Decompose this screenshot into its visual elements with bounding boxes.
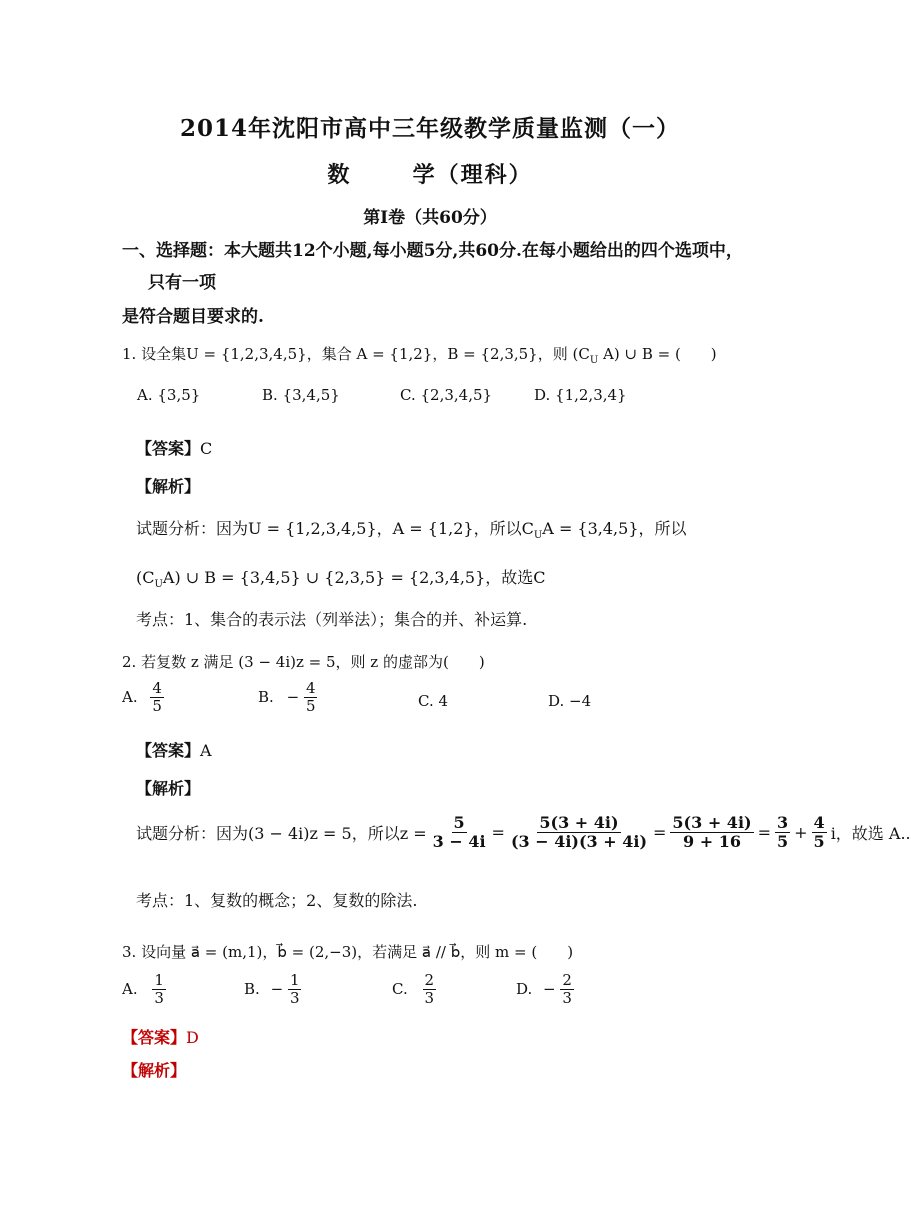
- q1-option-b: B. {3,4,5}: [262, 386, 340, 404]
- q1-analysis-line2: $(C_UA)$ ∪ B = {3,4,5} ∪ {2,3,5} = {2,3,4,5}，故选C: [136, 568, 546, 591]
- q1-analysis-label: 【解析】: [136, 477, 201, 496]
- q2-option-a: A. $\frac{4}{5}$: [122, 679, 162, 716]
- q1-option-d: D. {1,2,3,4}: [534, 386, 627, 404]
- q3-analysis-label: 【解析】: [122, 1061, 187, 1080]
- instructions-line3: 是符合题目要求的.: [122, 307, 264, 327]
- q3-option-a: A. $\frac{1}{3}$: [122, 971, 164, 1008]
- subject-char: 数: [327, 162, 352, 188]
- q2-analysis-label: 【解析】: [136, 779, 201, 798]
- q3-answer: 【答案】D: [122, 1028, 199, 1047]
- q2-option-c: C. 4: [418, 692, 449, 710]
- q2-option-b: B. − $\frac{4}{5}$: [258, 679, 316, 716]
- section-heading: 第Ⅰ卷（共60分）: [363, 208, 497, 228]
- q2-analysis-equation: 试题分析：因为(3 − 4i)z = 5，所以z = $\frac{5}{3 - 4i}$ = $\frac{5(3 + 4i)}{(3 - 4i)(3 + 4i)}$ = $\frac{5(3 + 4i)}{9 + 16}$ = $\frac{3}{5}$ + $\frac{4}{5}$ i，故选 A..: [136, 813, 911, 852]
- q1-stem: 1. 设全集U = {1,2,3,4,5}，集合 A = {1,2}，B = {2,3,5}，则 ($C_U$ A) ∪ B = ( ): [122, 345, 717, 366]
- subject-rest: 学（理科）: [412, 162, 533, 188]
- q3-option-b: B. − $\frac{1}{3}$: [244, 971, 300, 1008]
- document-title: 2014年沈阳市高中三年级教学质量监测（一）: [179, 115, 680, 142]
- q1-point: 考点：1、集合的表示法（列举法）；集合的并、补运算.: [136, 610, 528, 629]
- q2-answer: 【答案】A: [136, 741, 212, 760]
- q1-analysis-line1: 试题分析：因为U = {1,2,3,4,5}，A = {1,2}，所以$C_UA = \{3,4,5\}$，所以: [136, 519, 687, 542]
- q1-option-c: C. {2,3,4,5}: [400, 386, 493, 404]
- q2-point: 考点：1、复数的概念；2、复数的除法.: [136, 891, 418, 910]
- instructions-line1: 一、选择题：本大题共12个小题,每小题5分,共60分.在每小题给出的四个选项中，: [122, 241, 743, 261]
- q3-stem: 3. 设向量 a⃗ = (m,1)，b⃗ = (2,−3)，若满足 a⃗ // b⃗，则 m = ( ): [122, 943, 574, 961]
- q3-option-d: D. − $\frac{2}{3}$: [516, 971, 572, 1008]
- subject-title: [0, 158, 860, 189]
- q1-answer: 【答案】C: [136, 439, 213, 458]
- q1-option-a: A. {3,5}: [137, 386, 201, 404]
- q2-stem: 2. 若复数 z 满足 (3 − 4i)z = 5，则 z 的虚部为( ): [122, 653, 485, 671]
- instructions-line2: 只有一项: [148, 273, 216, 293]
- q2-option-d: D. −4: [548, 692, 592, 710]
- q3-option-c: C. $\frac{2}{3}$: [392, 971, 435, 1008]
